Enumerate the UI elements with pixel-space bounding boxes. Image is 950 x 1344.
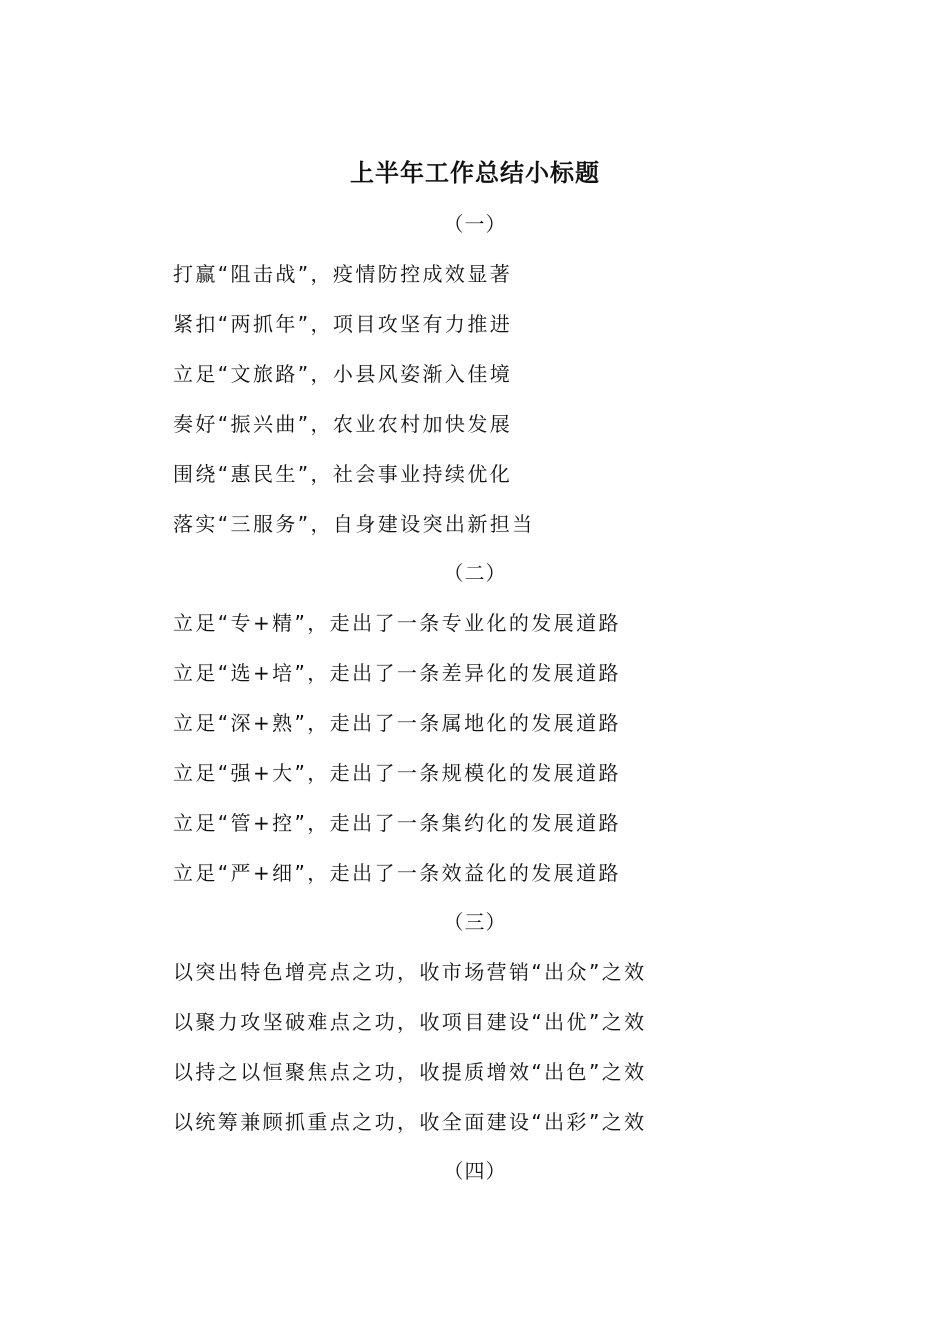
section-heading-4: （四） [443,1159,507,1183]
section-2-line: 立足“专+精”，走出了一条专业化的发展道路 [173,611,621,635]
section-2-line: 立足“管+控”，走出了一条集约化的发展道路 [173,811,621,835]
section-1-line: 落实“三服务”，自身建设突出新担当 [173,512,535,536]
section-3-line: 以持之以恒聚焦点之功，收提质增效“出色”之效 [173,1060,647,1084]
section-2-line: 立足“选+培”，走出了一条差异化的发展道路 [173,661,621,685]
section-3-line: 以突出特色增亮点之功，收市场营销“出众”之效 [173,960,647,984]
section-heading-1: （一） [443,212,507,236]
section-1-line: 围绕“惠民生”，社会事业持续优化 [173,462,513,486]
document-title: 上半年工作总结小标题 [350,158,600,187]
section-2-line: 立足“严+细”，走出了一条效益化的发展道路 [173,861,621,885]
section-2-line: 立足“深+熟”，走出了一条属地化的发展道路 [173,711,621,735]
section-3-line: 以统筹兼顾抓重点之功，收全面建设“出彩”之效 [173,1110,647,1134]
section-1-line: 奏好“振兴曲”，农业农村加快发展 [173,412,513,436]
section-3-line: 以聚力攻坚破难点之功，收项目建设“出优”之效 [173,1010,647,1034]
section-2-line: 立足“强+大”，走出了一条规模化的发展道路 [173,761,621,785]
section-1-line: 立足“文旅路”，小县风姿渐入佳境 [173,362,513,386]
section-heading-3: （三） [443,910,507,934]
section-heading-2: （二） [443,561,507,585]
section-1-line: 紧扣“两抓年”，项目攻坚有力推进 [173,312,513,336]
section-1-line: 打赢“阻击战”，疫情防控成效显著 [173,262,513,286]
